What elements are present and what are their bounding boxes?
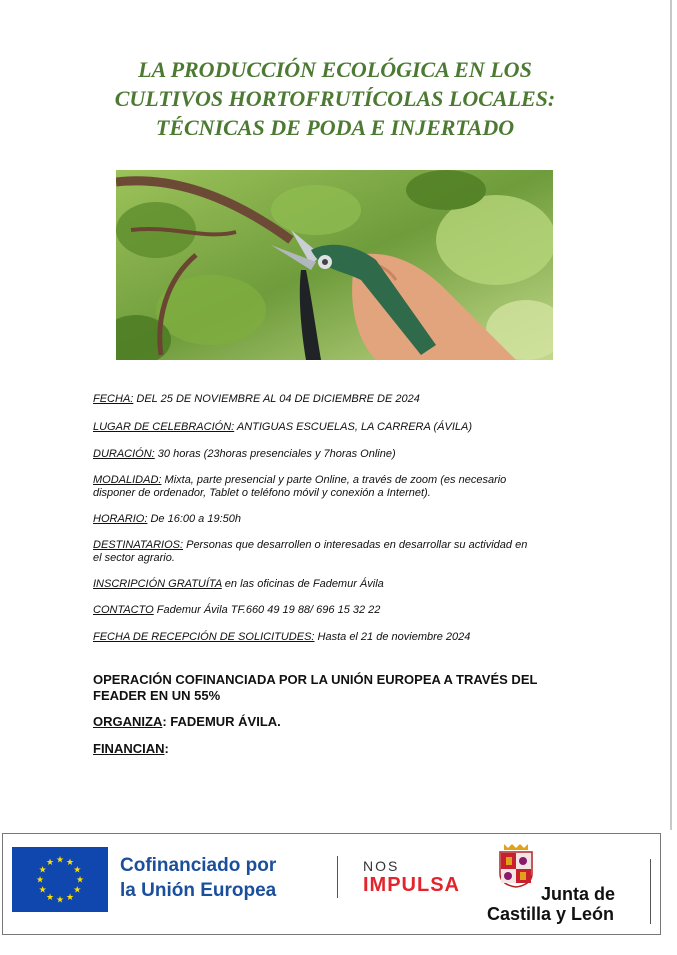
detail-recepcion	[93, 631, 583, 644]
organiza-line	[93, 714, 593, 730]
duracion-label: DURACIÓN:	[93, 448, 155, 460]
nos-text: NOS	[363, 858, 400, 874]
jcyl-line-1: Junta de	[541, 884, 616, 904]
detail-horario	[93, 513, 583, 526]
lugar-label: LUGAR DE CELEBRACIÓN:	[93, 421, 235, 433]
cofinancing-line-1: OPERACIÓN COFINANCIADA POR LA UNIÓN EUROPEA A TRAVÉS DEL	[93, 672, 538, 687]
detail-lugar	[93, 421, 583, 434]
duracion-value: 30 horas (23horas presenciales y 7horas Online)	[154, 448, 396, 460]
detail-contacto	[93, 604, 583, 617]
contacto-value: Fademur Ávila TF.660 49 19 88/ 696 15 32 22	[153, 604, 381, 616]
impulsa-text: IMPULSA	[363, 874, 460, 896]
eu-star-icon: ★	[55, 894, 65, 905]
eu-flag-icon	[12, 847, 108, 912]
title-line-3: TÉCNICAS DE PODA E INJERTADO	[155, 115, 515, 140]
fecha-label: FECHA:	[93, 393, 134, 405]
horario-label: HORARIO:	[93, 513, 148, 525]
detail-fecha	[93, 393, 583, 406]
eu-star-icon: ★	[75, 874, 85, 885]
financian-line	[93, 741, 593, 757]
modalidad-value-line-1: Mixta, parte presencial y parte Online, a través de zoom (es necesario	[161, 474, 507, 486]
eu-line-2: la Unión Europea	[120, 880, 277, 901]
eu-star-icon: ★	[38, 864, 47, 875]
eu-star-icon: ★	[65, 857, 75, 868]
pruning-shears-photo	[116, 170, 553, 360]
organiza-label: ORGANIZA	[93, 714, 163, 729]
financian-value: :	[164, 741, 169, 756]
modalidad-label: MODALIDAD:	[93, 474, 162, 486]
eu-cofinancing-logo-text	[120, 853, 320, 903]
eu-star-icon: ★	[45, 891, 55, 902]
financian-label: FINANCIAN	[93, 741, 165, 756]
destinatarios-value-line-1: Personas que desarrollen o interesadas en desarrollar su actividad en	[183, 539, 528, 551]
horario-value: De 16:00 a 19:50h	[147, 513, 241, 525]
eu-star-icon: ★	[65, 891, 75, 902]
logo-divider-2	[650, 859, 651, 924]
lugar-value: ANTIGUAS ESCUELAS, LA CARRERA (ÁVILA)	[234, 421, 472, 433]
fecha-value: DEL 25 DE NOVIEMBRE AL 04 DE DICIEMBRE DE 2024	[133, 393, 420, 405]
logo-divider-1	[337, 856, 338, 898]
detail-duracion	[93, 448, 583, 461]
eu-star-icon: ★	[55, 854, 65, 865]
detail-destinatarios	[93, 539, 583, 565]
destinatarios-label: DESTINATARIOS:	[93, 539, 184, 551]
title-line-2: CULTIVOS HORTOFRUTÍCOLAS LOCALES:	[114, 86, 556, 111]
organiza-value: : FADEMUR ÁVILA.	[162, 714, 281, 729]
eu-star-icon: ★	[73, 864, 82, 875]
modalidad-value-line-2: disponer de ordenador, Tablet o teléfono móvil y conexión a Internet).	[93, 487, 431, 499]
inscripcion-label: INSCRIPCIÓN GRATUÍTA	[93, 578, 222, 590]
funding-logos-banner	[2, 833, 661, 935]
inscripcion-value: en las oficinas de Fademur Ávila	[221, 578, 384, 590]
eu-star-icon: ★	[35, 874, 45, 885]
cofinancing-line-2: FEADER EN UN 55%	[93, 688, 221, 703]
recepcion-value: Hasta el 21 de noviembre 2024	[314, 631, 471, 643]
page-title	[60, 55, 610, 142]
contacto-label: CONTACTO	[93, 604, 154, 616]
eu-line-1: Cofinanciado por	[120, 855, 277, 876]
eu-star-icon: ★	[45, 857, 55, 868]
jcyl-line-2: Castilla y León	[487, 904, 615, 924]
cofinancing-statement	[93, 672, 593, 704]
title-line-1: LA PRODUCCIÓN ECOLÓGICA EN LOS	[138, 57, 532, 82]
eu-star-icon: ★	[38, 884, 47, 895]
recepcion-label: FECHA DE RECEPCIÓN DE SOLICITUDES:	[93, 631, 315, 643]
page-edge-line	[670, 0, 672, 830]
detail-inscripcion	[93, 578, 583, 591]
destinatarios-value-line-2: el sector agrario.	[93, 552, 175, 564]
detail-modalidad	[93, 474, 583, 500]
nos-impulsa-logo	[363, 858, 483, 896]
junta-castilla-leon-logo-text	[487, 884, 637, 924]
eu-star-icon: ★	[73, 884, 82, 895]
